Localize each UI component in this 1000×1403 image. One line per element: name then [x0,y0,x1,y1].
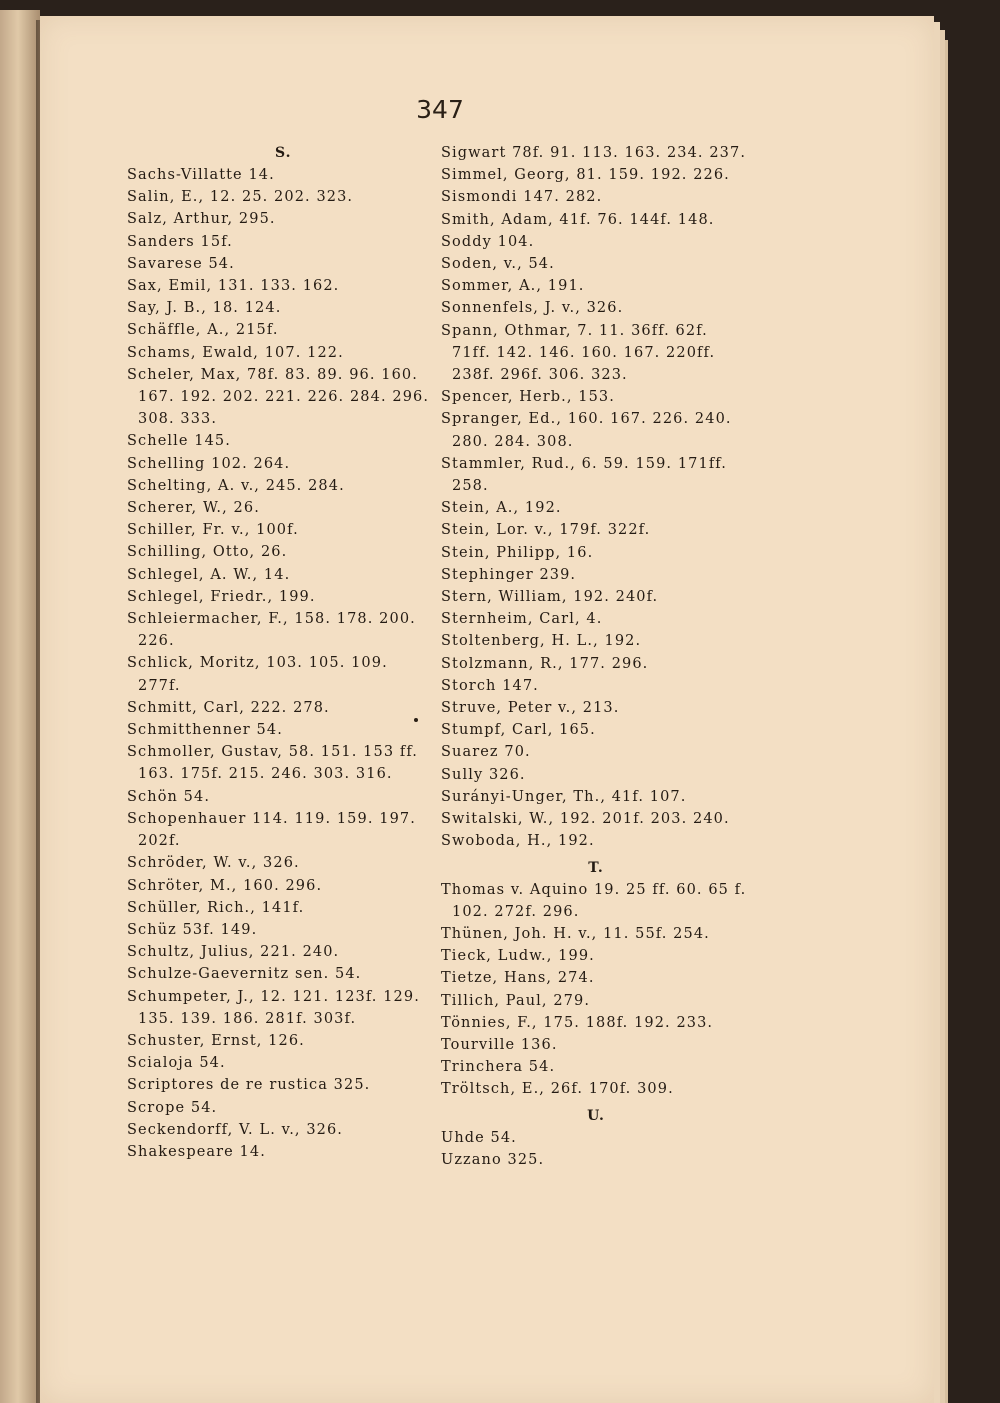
index-entry-line: Tröltsch, E., 26f. 170f. 309. [441,1081,674,1098]
index-entry [127,1052,447,1074]
index-entry [127,652,447,696]
index-entry [127,186,447,208]
index-entry [441,209,781,231]
index-entry-line: Tönnies, F., 175. 188f. 192. 233. [441,1014,714,1031]
index-entry-line: Stolzmann, R., 177. 296. [441,655,649,672]
index-entry [127,986,447,1030]
index-entry-continuation: 280. 284. 308. [452,433,574,450]
index-entry [127,852,447,874]
index-entry [127,164,447,186]
index-entry-continuation: 308. 333. [138,411,218,428]
index-entry-line: Schams, Ewald, 107. 122. [127,344,344,361]
index-entry-line: Schlegel, A. W., 14. [127,566,291,583]
index-entry [127,786,447,808]
section-heading-s: S. [275,145,292,161]
index-entry-line: Shakespeare 14. [127,1143,266,1160]
index-entry [127,231,447,253]
index-entry-continuation: 135. 139. 186. 281f. 303f. [138,1010,357,1027]
index-entry-line: Tillich, Paul, 279. [441,992,591,1009]
index-entry-line: Struve, Peter v., 213. [441,700,620,717]
index-entry [441,231,781,253]
page-stack-edge [934,22,940,1403]
index-entry-line: Stoltenberg, H. L., 192. [441,633,642,650]
index-entry [441,830,781,852]
index-entry-line: Sachs-Villatte 14. [127,167,275,183]
index-entry-line: Stein, Lor. v., 179f. 322f. [441,522,651,539]
index-entry [127,275,447,297]
index-entry-line: Tieck, Ludw., 199. [441,948,595,965]
index-entry-line: Schuster, Ernst, 126. [127,1032,305,1049]
section-heading-t: T. [588,859,604,876]
index-entry-line: Suarez 70. [441,744,531,761]
index-entry-line: Sismondi 147. 282. [441,189,603,206]
index-entry-line: Schröter, M., 160. 296. [127,877,323,894]
index-entry-line: Schlegel, Friedr., 199. [127,588,316,605]
index-entry-line: Stumpf, Carl, 165. [441,722,596,739]
index-entry-line: Sully 326. [441,766,526,783]
ink-speck [414,718,418,722]
index-entry-line: Schopenhauer 114. 119. 159. 197. [127,810,416,827]
page-number: 347 [416,95,464,124]
index-entry-line: Schelting, A. v., 245. 284. [127,477,345,494]
index-entry-continuation: 163. 175f. 215. 246. 303. 316. [138,766,393,783]
index-entry-continuation: 226. [138,633,175,650]
index-entry-line: Stein, Philipp, 16. [441,544,594,561]
index-entry [127,1074,447,1096]
index-entry [127,364,447,431]
index-entry [441,142,781,164]
index-entry [441,608,781,630]
index-entry [127,1141,447,1163]
index-entry [441,164,781,186]
index-entry [127,342,447,364]
index-entry-line: Schön 54. [127,788,211,805]
index-entry [127,963,447,985]
index-entry-line: Schlick, Moritz, 103. 105. 109. [127,655,388,672]
index-entry [441,808,781,830]
index-entry [127,608,447,652]
index-entry-line: Savarese 54. [127,255,235,272]
index-entry [441,741,781,763]
index-entry [127,897,447,919]
index-entry-line: Scherer, W., 26. [127,500,260,517]
index-entry-line: Salz, Arthur, 295. [127,211,276,228]
index-entry-line: Schröder, W. v., 326. [127,855,300,872]
index-entry-continuation: 238f. 296f. 306. 323. [452,367,628,384]
index-entry [127,1119,447,1141]
index-entry-line: Swoboda, H., 192. [441,833,595,850]
index-entry-line: Spann, Othmar, 7. 11. 36ff. 62f. [441,322,708,339]
index-column-right [441,142,781,1171]
index-entry [441,653,781,675]
index-entry-line: Sigwart 78f. 91. 113. 163. 234. 237. [441,145,747,161]
index-entry [127,1097,447,1119]
index-entry-continuation: 202f. [138,833,181,850]
index-entry-line: Schultz, Julius, 221. 240. [127,944,340,961]
index-entry [441,408,781,452]
index-entry [441,1012,781,1034]
index-entry [441,186,781,208]
index-entry-line: Schmitthenner 54. [127,722,283,739]
index-entry-continuation: 277f. [138,677,181,694]
index-entry-continuation: 102. 272f. 296. [452,903,580,920]
index-entry-line: Stern, William, 192. 240f. [441,589,659,606]
index-entry [127,586,447,608]
index-entry-line: Stein, A., 192. [441,500,562,517]
index-entry-line: Seckendorff, V. L. v., 326. [127,1121,344,1138]
index-entry [441,990,781,1012]
index-entry [127,519,447,541]
index-entry-line: Schiller, Fr. v., 100f. [127,522,299,539]
index-entry [441,945,781,967]
index-entry-line: Schelling 102. 264. [127,455,291,472]
section-heading-u: U. [587,1107,605,1124]
index-entry-continuation: 258. [452,478,489,495]
index-entry [127,1030,447,1052]
index-entry-line: Schumpeter, J., 12. 121. 123f. 129. [127,988,420,1005]
index-entry [127,253,447,275]
index-entry-line: Simmel, Georg, 81. 159. 192. 226. [441,167,730,184]
page-stack-edge [945,40,948,1403]
index-entry [127,541,447,563]
index-entry [441,297,781,319]
index-entry [441,564,781,586]
index-entry-line: Scrope 54. [127,1099,218,1116]
index-entry [441,719,781,741]
index-entry [441,786,781,808]
index-entry [127,564,447,586]
index-entry [127,453,447,475]
index-entry [127,319,447,341]
index-entry [441,275,781,297]
index-entry-line: Thünen, Joh. H. v., 11. 55f. 254. [441,925,710,942]
index-entry [127,719,447,741]
index-entry-continuation: 71ff. 142. 146. 160. 167. 220ff. [452,344,716,361]
previous-page-edge [0,10,40,1403]
index-entry-line: Tietze, Hans, 274. [441,970,595,987]
index-entry [127,208,447,230]
index-entry-line: Schmitt, Carl, 222. 278. [127,699,330,716]
index-entry [127,475,447,497]
index-entry-line: Tourville 136. [441,1036,558,1053]
index-entry-line: Uhde 54. [441,1129,517,1146]
index-entry [127,741,447,785]
index-entry [441,320,781,387]
index-entry-line: Trinchera 54. [441,1059,556,1076]
index-entry-continuation: 167. 192. 202. 221. 226. 284. 296. [138,389,430,406]
index-entry-line: Scriptores de re rustica 325. [127,1077,371,1094]
index-entry-line: Schäffle, A., 215f. [127,322,279,339]
index-entry [441,1034,781,1056]
index-entry-line: Schelle 145. [127,433,231,450]
index-entry [441,497,781,519]
index-entry-line: Sommer, A., 191. [441,278,585,295]
index-entry-line: Uzzano 325. [441,1151,545,1168]
index-entry [441,1127,781,1149]
index-entry-line: Schüller, Rich., 141f. [127,899,305,916]
index-entry-line: Switalski, W., 192. 201f. 203. 240. [441,811,730,828]
index-entry-line: Soden, v., 54. [441,256,555,273]
index-entry [441,630,781,652]
index-entry [441,1078,781,1100]
index-entry-line: Sax, Emil, 131. 133. 162. [127,278,340,295]
index-entry-line: Scialoja 54. [127,1055,226,1072]
index-entry [441,697,781,719]
index-entry [441,253,781,275]
index-entry-line: Schleiermacher, F., 158. 178. 200. [127,611,416,628]
index-column-left [127,142,447,1163]
index-entry-line: Stephinger 239. [441,566,577,583]
index-entry [441,586,781,608]
index-entry [127,941,447,963]
index-entry [127,808,447,852]
index-entry-line: Schmoller, Gustav, 58. 151. 153 ff. [127,744,418,761]
index-entry [441,519,781,541]
index-entry [441,542,781,564]
index-entry [127,875,447,897]
index-entry-line: Schüz 53f. 149. [127,921,258,938]
index-entry-line: Sonnenfels, J. v., 326. [441,300,624,317]
index-entry-line: Sanders 15f. [127,233,233,250]
index-entry [441,453,781,497]
index-entry [441,1056,781,1078]
index-entry [441,675,781,697]
index-entry [441,879,781,923]
index-entry-line: Thomas v. Aquino 19. 25 ff. 60. 65 f. [441,881,747,898]
index-entry-line: Schilling, Otto, 26. [127,544,288,561]
index-entry [441,1149,781,1171]
index-entry-line: Stammler, Rud., 6. 59. 159. 171ff. [441,455,727,472]
index-entry [127,430,447,452]
index-entry [127,497,447,519]
index-entry [441,967,781,989]
index-entry-line: Storch 147. [441,677,539,694]
index-entry [127,919,447,941]
index-entry-line: Schulze-Gaevernitz sen. 54. [127,966,362,983]
index-entry-line: Spranger, Ed., 160. 167. 226. 240. [441,411,732,428]
index-entry-line: Spencer, Herb., 153. [441,389,615,406]
index-entry-line: Soddy 104. [441,233,535,250]
index-entry-line: Salin, E., 12. 25. 202. 323. [127,189,354,206]
index-entry-line: Sternheim, Carl, 4. [441,611,603,628]
index-entry [441,764,781,786]
page-stack-edge [940,30,945,1403]
index-entry [127,697,447,719]
index-entry-line: Smith, Adam, 41f. 76. 144f. 148. [441,211,715,228]
index-entry [441,923,781,945]
index-entry [441,386,781,408]
index-entry-line: Surányi-Unger, Th., 41f. 107. [441,788,687,805]
index-entry-line: Scheler, Max, 78f. 83. 89. 96. 160. [127,366,418,383]
index-entry-line: Say, J. B., 18. 124. [127,300,282,317]
index-entry [127,297,447,319]
